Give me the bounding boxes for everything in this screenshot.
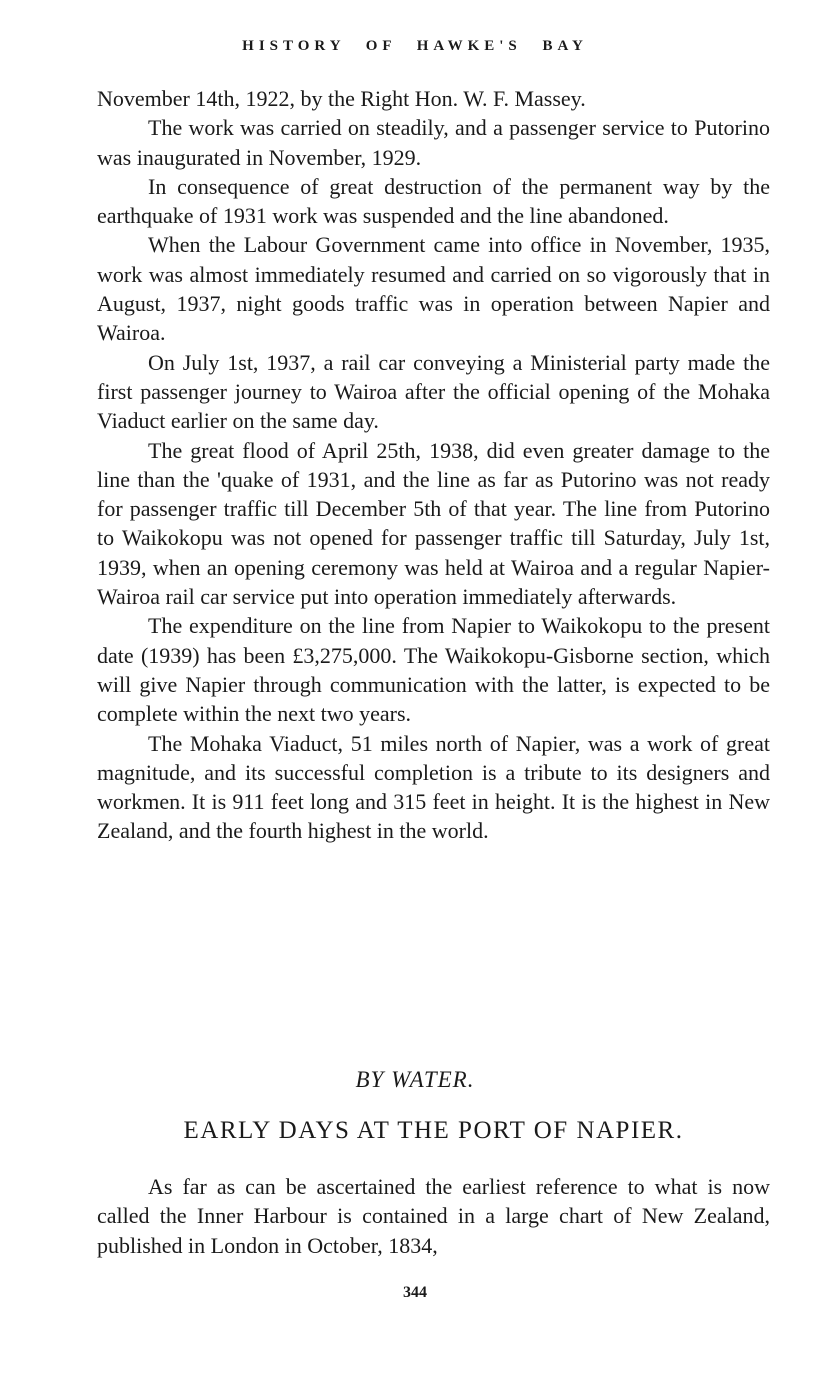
running-head: HISTORY OF HAWKE'S BAY: [242, 38, 588, 54]
paragraph: The great flood of April 25th, 1938, did even greater damage to the line than the 'quake of 1931, and the line as far as Putorino was not ready for passenger traffic till December 5th of that year. The line from Putorino to Waikokopu was not opened for passenger traffic till Saturday, July 1st, 1939, when an opening ceremony was held at Wairoa and a regular Napier-Wairoa rail car service put into operation immediately afterwards.: [97, 437, 770, 610]
paragraph: As far as can be ascertained the earliest reference to what is now called the Inner Harbour is contained in a large chart of New Zealand, published in London in October, 1834,: [97, 1174, 770, 1258]
paragraph: In consequence of great destruction of the permanent way by the earthquake of 1931 work was suspended and the line abandoned.: [97, 173, 770, 229]
page-number: 344: [403, 1284, 427, 1301]
paragraph: When the Labour Government came into office in November, 1935, work was almost immediately resumed and carried on so vigorously that in August, 1937, night goods traffic was in operation between Napier and Wairoa.: [97, 232, 770, 346]
paragraph-continuation: November 14th, 1922, by the Right Hon. W. F. Massey.: [97, 86, 586, 111]
paragraph: The expenditure on the line from Napier to Waikokopu to the present date (1939) has been £3,275,000. The Waikokopu-Gisborne section, which will give Napier through communication with the latter, is expected to be complete within the next two years.: [97, 613, 770, 727]
paragraph: On July 1st, 1937, a rail car conveying a Ministerial party made the first passenger journey to Wairoa after the official opening of the Mohaka Viaduct earlier on the same day.: [97, 349, 770, 434]
paragraph: The Mohaka Viaduct, 51 miles north of Napier, was a work of great magnitude, and its successful completion is a tribute to its designers and workmen. It is 911 feet long and 315 feet in height. It is the highest in New Zealand, and the fourth highest in the world.: [97, 730, 770, 844]
section-heading: EARLY DAYS AT THE PORT OF NAPIER.: [183, 1117, 684, 1144]
section-body-text: [97, 1172, 770, 1260]
section-title: BY WATER.: [355, 1067, 475, 1092]
paragraph: The work was carried on steadily, and a passenger service to Putorino was inaugurated in November, 1929.: [97, 115, 770, 170]
body-text: [97, 84, 770, 846]
